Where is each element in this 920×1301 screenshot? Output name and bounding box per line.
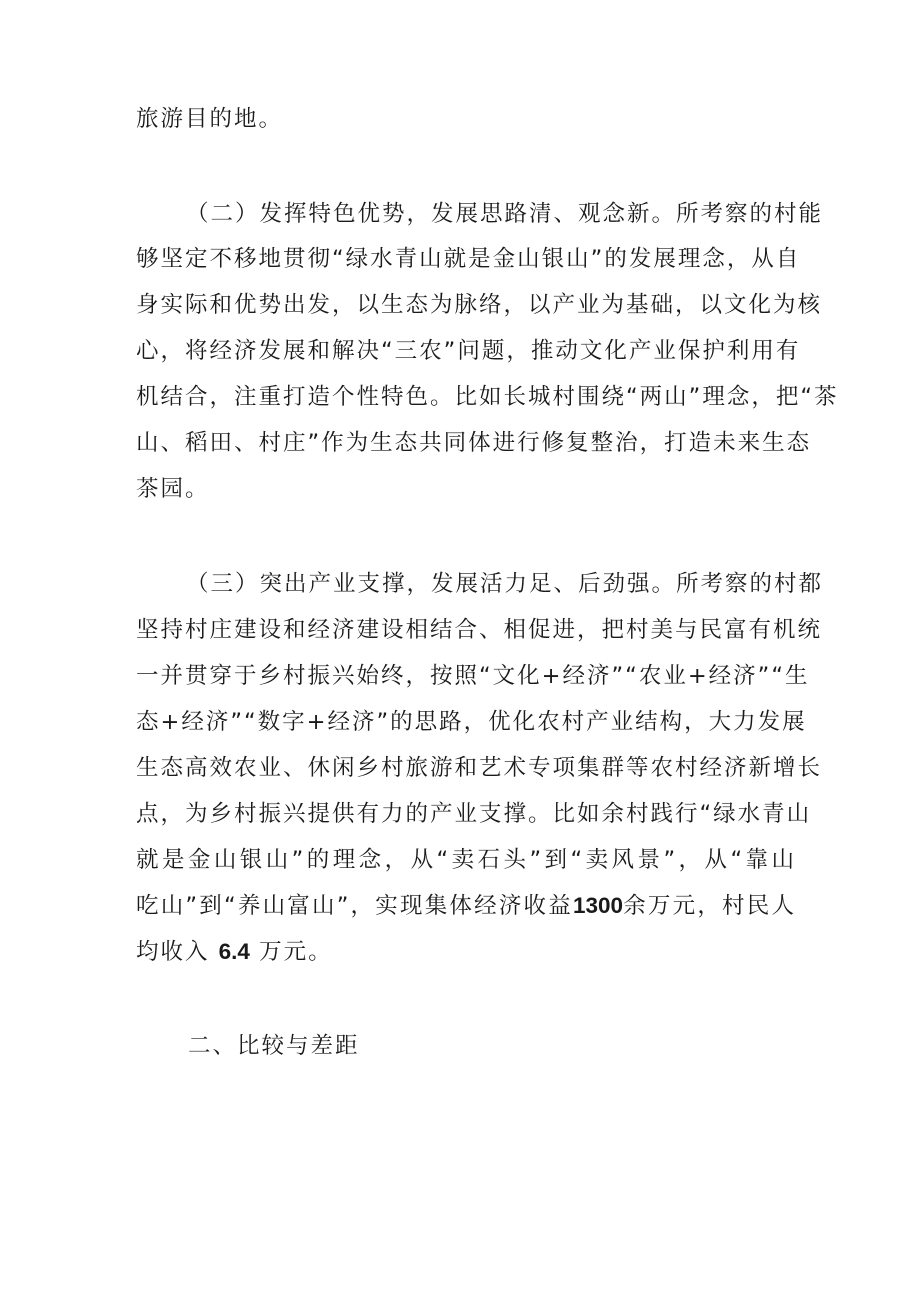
section3-line-8-text-b: 余万元，村民人 [623,893,796,919]
section3-line-3: 一并贯穿于乡村振兴始终，按照“文化+经济”“农业+经济”“生 [136,663,810,689]
section3-line-1: （三）突出产业支撑，发展活力足、后劲强。所考察的村都 [186,571,824,597]
section2-line-3: 身实际和优势出发，以生态为脉络，以产业为基础，以文化为核 [136,292,823,318]
section3-line-9-text-b: 万元。 [259,939,333,965]
section2-line-7: 茶园。 [136,476,210,502]
section2-line-1: （二）发挥特色优势，发展思路清、观念新。所考察的村能 [186,201,824,227]
section3-line-8 [136,889,796,923]
section3-line-9-text-a: 均收入 [136,939,210,965]
section3-line-8-text-a: 吃山”到“养山富山”，实现集体经济收益 [136,893,573,919]
per-capita-income-value: 6.4 [218,939,250,964]
section3-line-9 [136,935,796,969]
paragraph-intro-tail: 旅游目的地。 [136,106,284,132]
section3-line-2: 坚持村庄建设和经济建设相结合、相促进，把村美与民富有机统 [136,617,823,643]
section2-line-5: 机结合，注重打造个性特色。比如长城村围绕“两山”理念，把“茶 [136,384,839,410]
section-heading-comparison: 二、比较与差距 [188,1033,360,1059]
section2-line-2: 够坚定不移地贯彻“绿水青山就是金山银山”的发展理念，从自 [136,246,801,272]
section3-line-7: 就是金山银山”的理念，从“卖石头”到“卖风景”，从“靠山 [136,847,796,873]
section3-line-5: 生态高效农业、休闲乡村旅游和艺术专项集群等农村经济新增长 [136,755,823,781]
section2-line-6: 山、稻田、村庄”作为生态共同体进行修复整治，打造未来生态 [136,430,812,456]
section2-line-4: 心，将经济发展和解决“三农”问题，推动文化产业保护利用有 [136,338,801,364]
section3-line-6: 点，为乡村振兴提供有力的产业支撑。比如余村践行“绿水青山 [136,801,812,827]
section3-line-4: 态+经济”“数字+经济”的思路，优化农村产业结构，大力发展 [136,709,807,735]
collective-income-value: 1300 [572,893,624,918]
